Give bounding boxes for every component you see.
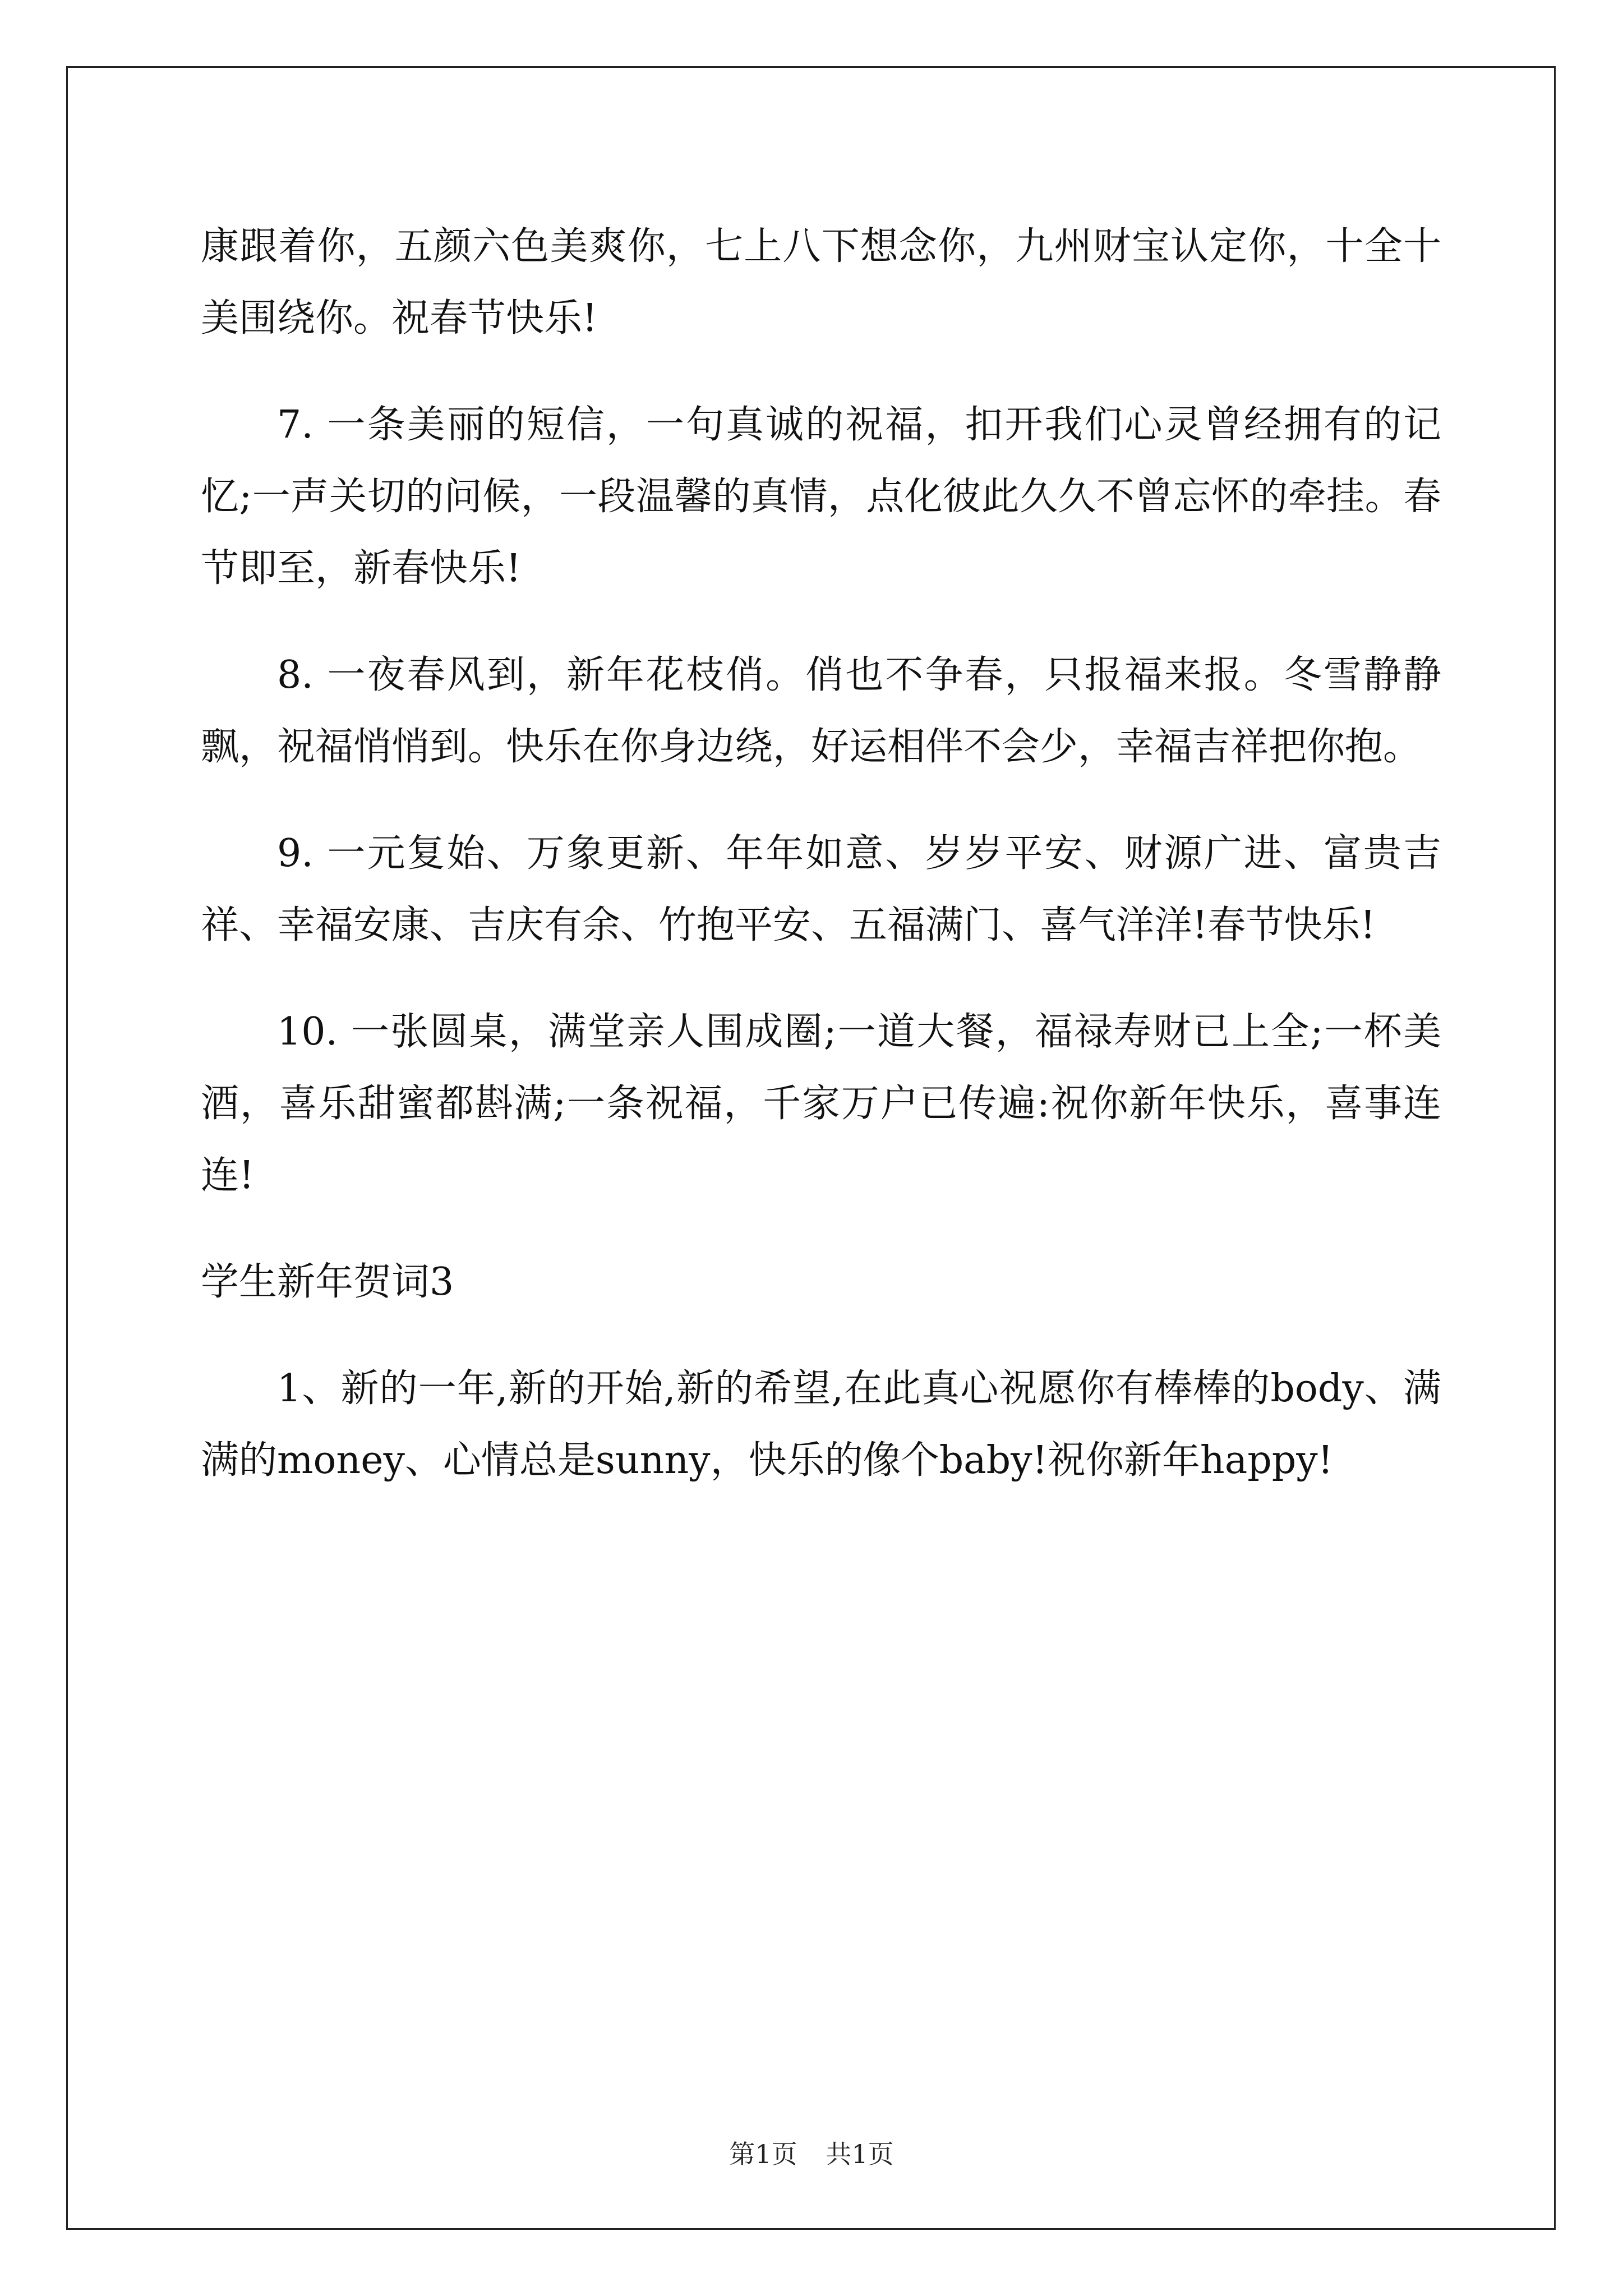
page-footer xyxy=(0,2137,1623,2171)
paragraph-8: 8. 一夜春风到，新年花枝俏。俏也不争春，只报福来报。冬雪静静飘，祝福悄悄到。快乐在你身边绕，好运相伴不会少，幸福吉祥把你抱。 xyxy=(201,653,1441,769)
page-total: 共1页 xyxy=(826,2139,894,2169)
paragraph-1: 康跟着你，五颜六色美爽你，七上八下想念你，九州财宝认定你，十全十美围绕你。祝春节快乐! xyxy=(201,224,1441,341)
paragraph-9: 9. 一元复始、万象更新、年年如意、岁岁平安、财源广进、富贵吉祥、幸福安康、吉庆有余、竹抱平安、五福满门、喜气洋洋!春节快乐! xyxy=(201,831,1441,947)
page-number: 第1页 xyxy=(729,2139,797,2169)
section-paragraph-1: 1、新的一年,新的开始,新的希望,在此真心祝愿你有棒棒的body、满满的money、心情总是sunny，快乐的像个baby!祝你新年happy! xyxy=(201,1366,1441,1483)
document-body xyxy=(201,211,1441,1531)
paragraph-7: 7. 一条美丽的短信，一句真诚的祝福，扣开我们心灵曾经拥有的记忆;一声关切的问候，一段温馨的真情，点化彼此久久不曾忘怀的牵挂。春节即至，新春快乐! xyxy=(201,403,1441,591)
paragraph-10: 10. 一张圆桌，满堂亲人围成圈;一道大餐，福禄寿财已上全;一杯美酒，喜乐甜蜜都斟满;一条祝福，千家万户已传遍:祝你新年快乐，喜事连连! xyxy=(201,1010,1441,1198)
section-heading: 学生新年贺词3 xyxy=(201,1260,454,1304)
